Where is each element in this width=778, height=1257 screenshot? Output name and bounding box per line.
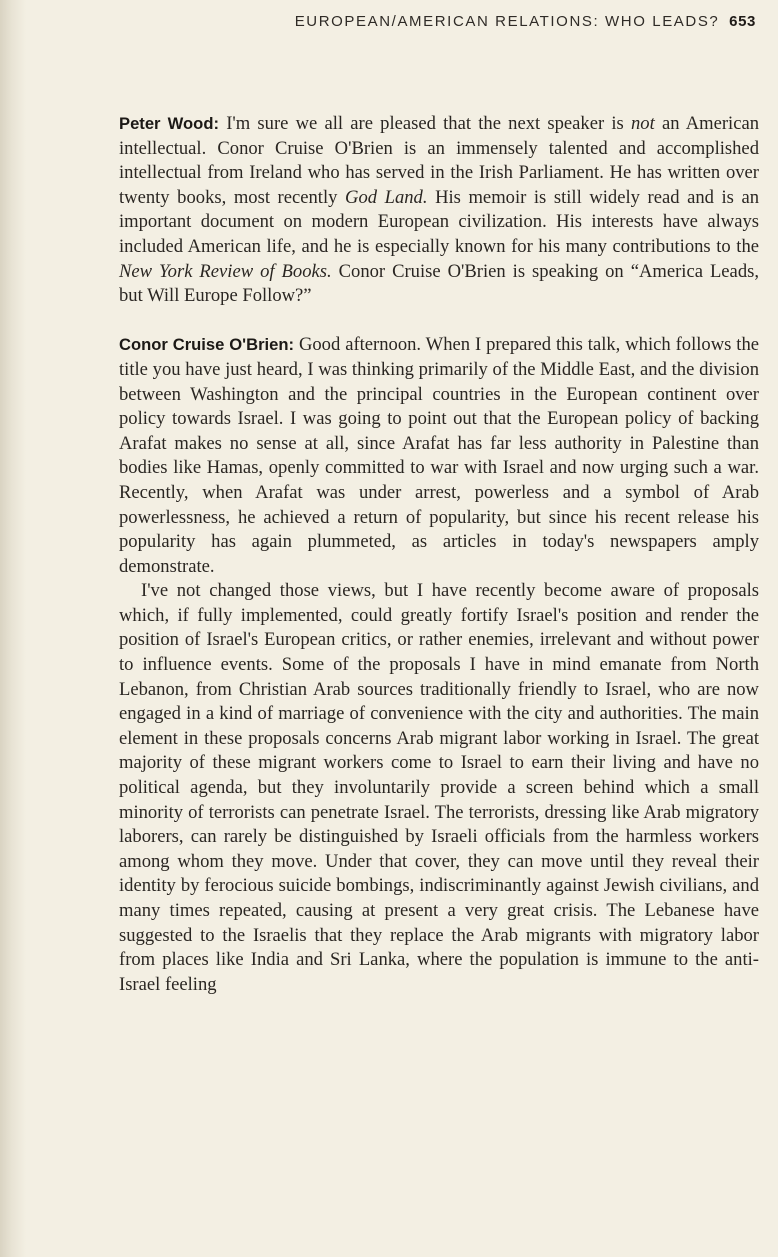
running-header-title: EUROPEAN/AMERICAN RELATIONS: WHO LEADS? xyxy=(294,13,720,30)
paragraph-peter-wood xyxy=(119,112,759,309)
paragraph-text: Conor Cruise O'Brien is speaking on “America Leads, but Will Europe Follow?” xyxy=(119,260,759,307)
body-text xyxy=(119,112,759,997)
publication-title: New York Review of Books. xyxy=(119,260,332,282)
paragraph-text: Good afternoon. When I prepared this talk, which follows the title you have just heard, I was thinking primarily of the Middle East, and the division between Washington and the principal countries in the European continent over policy towards Israel. I was going to point out that the European policy of backing Arafat makes no sense at all, since Arafat has far less authority in Palestine than bodies like Hamas, openly committed to war with Israel and now urging such a war. Recently, when Arafat was under arrest, powerless and a symbol of Arab powerlessness, he achieved a return of popularity, but since his recent release his popularity has again plummeted, as articles in today's newspapers amply demonstrate. xyxy=(119,334,760,577)
emphasis-text: not xyxy=(630,113,655,134)
speaker-name: Conor Cruise O'Brien: xyxy=(119,335,295,355)
paragraph-obrien-opening xyxy=(119,333,759,579)
paragraph-text: an American intellectual. Conor Cruise O'Brien is an immensely talented and accomplished intellectual from Ireland who has served in the Irish Parliament. He has written over twenty books, most recently xyxy=(119,113,759,208)
paragraph-text: I've not changed those views, but I have recently become aware of proposals which, if fully implemented, could greatly fortify Israel's position and render the position of Israel's European critics, or rather enemies, irrelevant and without power to influence events. Some of the proposals I have in mind emanate from North Lebanon, from Christian Arab sources traditionally friendly to Israel, who are now engaged in a kind of marriage of convenience with the city and authorities. The main element in these proposals concerns Arab migrant labor working in Israel. The great majority of these migrant workers come to Israel to earn their living and have no political agenda, but they involuntarily provide a screen behind which a small minority of terrorists can penetrate Israel. The terrorists, dressing like Arab migratory laborers, can rarely be distinguished by Israeli officials from the harmless workers among whom they move. Under that cover, they can move until they reveal their identity by ferocious suicide bombings, indiscriminantly against Jewish civilians, and many times repeated, causing at present a very great crisis. The Lebanese have suggested to the Israelis that they replace the Arab migrants with migratory labor from places like India and Sri Lanka, where the population is immune to the anti-Israel feeling xyxy=(119,580,759,995)
paragraph-obrien-continued xyxy=(119,579,759,997)
running-header xyxy=(295,13,756,30)
page-gutter-shadow xyxy=(0,0,26,1257)
speaker-name: Peter Wood: xyxy=(119,114,219,133)
book-title: God Land. xyxy=(345,186,428,208)
paragraph-text: His memoir is still widely read and is an important document on modern European civilization. His interests have always included American life, and he is especially known for his many contributions to the xyxy=(119,186,760,257)
page-number: 653 xyxy=(729,13,756,30)
paragraph-text: I'm sure we all are pleased that the next speaker is xyxy=(218,113,631,134)
